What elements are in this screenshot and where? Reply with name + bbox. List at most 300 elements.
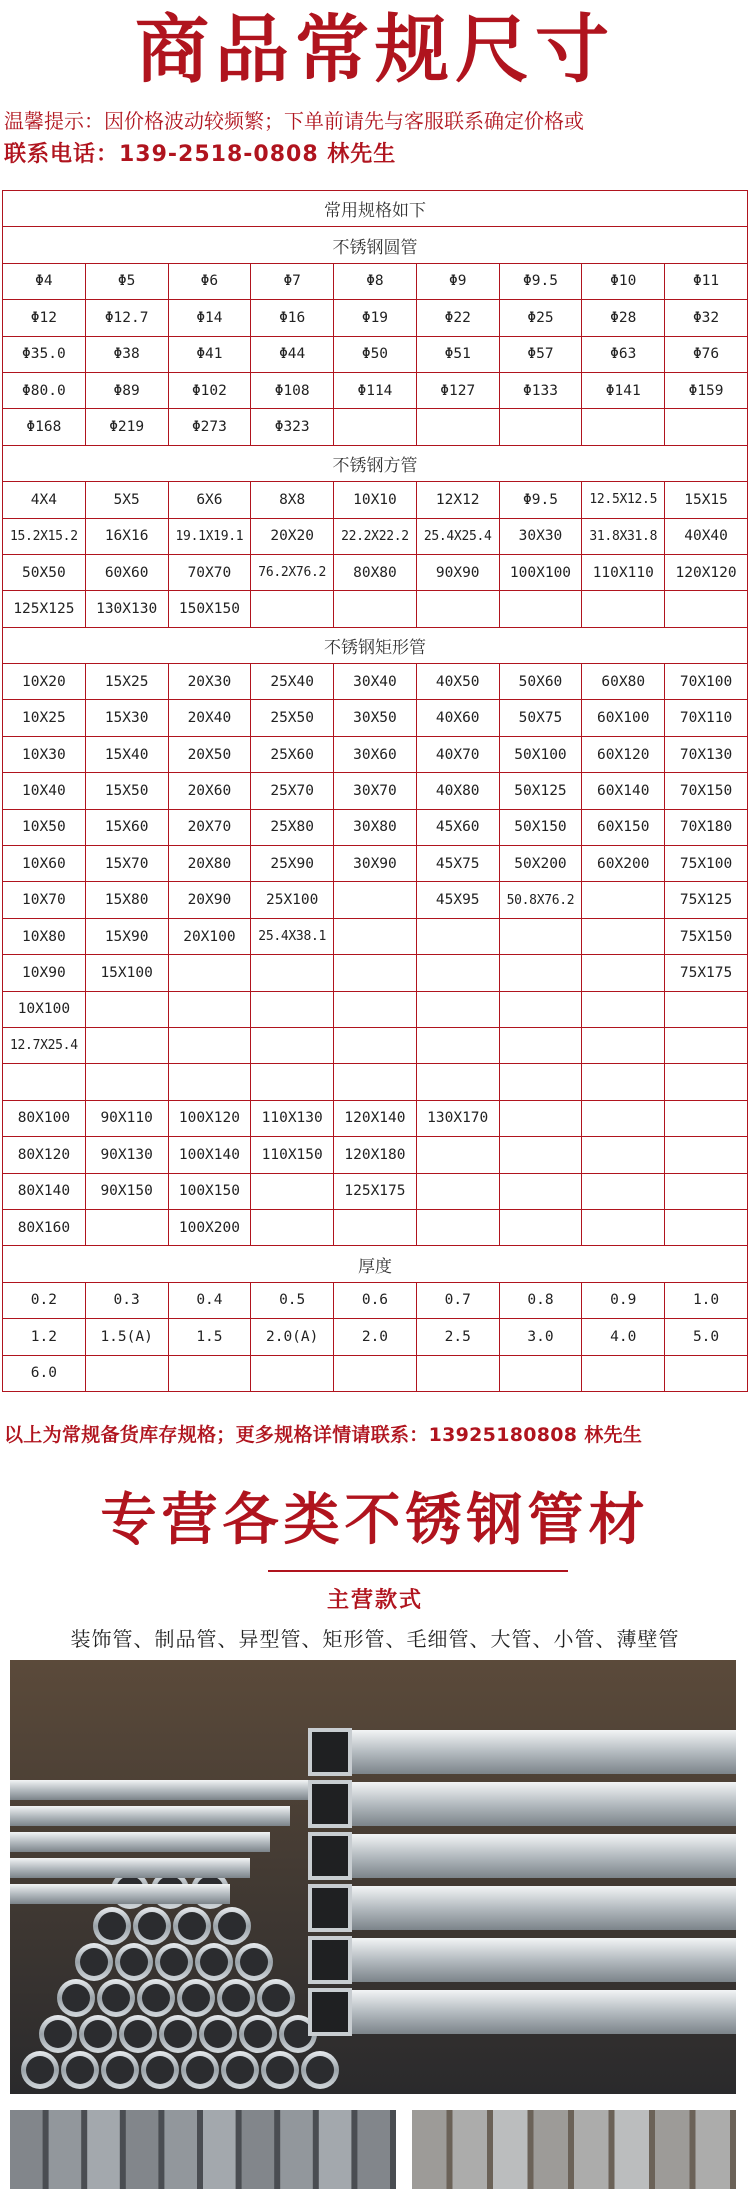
pipe-detail-bar (412, 2110, 447, 2189)
table-cell (665, 1137, 748, 1173)
table-cell (251, 1209, 334, 1245)
table-cell (582, 955, 665, 991)
table-row (3, 846, 748, 882)
table-cell: Φ127 (416, 372, 499, 408)
table-cell: 2.0 (334, 1319, 417, 1355)
table-cell: 40X40 (665, 518, 748, 554)
table-cell: Φ6 (168, 263, 251, 299)
table-cell (665, 409, 748, 445)
table-cell: 50.8X76.2 (499, 882, 582, 918)
table-row (3, 1137, 748, 1173)
table-cell (582, 1209, 665, 1245)
table-cell: 60X140 (582, 773, 665, 809)
square-pipe-end (310, 1990, 350, 2034)
table-main-header-row (3, 191, 748, 227)
table-cell: Φ89 (85, 372, 168, 408)
table-cell: Φ63 (582, 336, 665, 372)
table-cell: 10X90 (3, 955, 86, 991)
table-cell (168, 1027, 251, 1063)
table-cell: 50X125 (499, 773, 582, 809)
table-cell: 15X100 (85, 955, 168, 991)
table-cell: 1.5 (168, 1319, 251, 1355)
pipe-detail-bar (357, 2110, 390, 2189)
table-row (3, 409, 748, 445)
square-pipe-body (330, 1782, 736, 1826)
table-cell: 30X40 (334, 664, 417, 700)
table-cell (582, 409, 665, 445)
table-cell: 20X90 (168, 882, 251, 918)
table-cell (582, 591, 665, 627)
table-cell (582, 1355, 665, 1391)
table-cell (334, 409, 417, 445)
round-pipe-hole (142, 1984, 170, 2012)
table-cell (582, 1064, 665, 1100)
table-section-header-row (3, 1246, 748, 1282)
table-cell: 80X100 (3, 1100, 86, 1136)
round-pipe-hole (222, 1984, 250, 2012)
table-cell: 150X150 (168, 591, 251, 627)
table-cell: 120X140 (334, 1100, 417, 1136)
table-cell: 70X110 (665, 700, 748, 736)
table-cell (168, 1064, 251, 1100)
table-cell: 10X50 (3, 809, 86, 845)
table-cell: 15X25 (85, 664, 168, 700)
table-cell: 90X130 (85, 1137, 168, 1173)
table-row (3, 700, 748, 736)
table-cell (251, 1064, 334, 1100)
table-cell: 6X6 (168, 482, 251, 518)
table-cell (499, 1173, 582, 1209)
round-pipe-hole (200, 1948, 228, 1976)
table-cell: Φ38 (85, 336, 168, 372)
table-cell: 120X180 (334, 1137, 417, 1173)
table-cell: 25.4X25.4 (416, 518, 499, 554)
round-pipe-hole (98, 1912, 126, 1940)
table-cell: 90X150 (85, 1173, 168, 1209)
footer-note: 以上为常规备货库存规格；更多规格详情请联系：13925180808 林先生 (4, 1424, 643, 1446)
table-cell: 0.2 (3, 1282, 86, 1318)
table-row (3, 263, 748, 299)
table-cell (334, 1064, 417, 1100)
round-pipe-hole (80, 1948, 108, 1976)
table-cell: 130X130 (85, 591, 168, 627)
round-pipe-hole (62, 1984, 90, 2012)
table-cell (416, 991, 499, 1027)
round-pipe-hole (146, 2056, 174, 2084)
square-pipe-end (310, 1886, 350, 1930)
table-cell (499, 1027, 582, 1063)
product-section-title: 专营各类不锈钢管材 (100, 1488, 650, 1553)
round-pipe-hole (204, 2020, 232, 2048)
table-cell (416, 1173, 499, 1209)
table-cell: 5.0 (665, 1319, 748, 1355)
table-cell: 40X70 (416, 736, 499, 772)
table-cell: 110X130 (251, 1100, 334, 1136)
table-cell: 60X120 (582, 736, 665, 772)
round-pipe-hole (262, 1984, 290, 2012)
table-cell (499, 1209, 582, 1245)
table-cell: 15X40 (85, 736, 168, 772)
table-cell: 12.7X25.4 (3, 1027, 86, 1063)
table-cell: Φ168 (3, 409, 86, 445)
table-cell: 25X90 (251, 846, 334, 882)
table-cell: 20X100 (168, 918, 251, 954)
table-cell: 20X40 (168, 700, 251, 736)
table-cell: 50X200 (499, 846, 582, 882)
table-cell: 15X70 (85, 846, 168, 882)
table-cell: 50X100 (499, 736, 582, 772)
table-cell: 22.2X22.2 (334, 518, 417, 554)
table-cell (582, 1137, 665, 1173)
table-cell (499, 1064, 582, 1100)
table-row (3, 518, 748, 554)
table-cell (334, 1027, 417, 1063)
table-cell: 80X80 (334, 554, 417, 590)
table-section-header: 厚度 (3, 1246, 748, 1282)
round-pipe-hole (240, 1948, 268, 1976)
table-cell (582, 918, 665, 954)
table-cell: Φ219 (85, 409, 168, 445)
table-cell: Φ57 (499, 336, 582, 372)
table-cell: 15X60 (85, 809, 168, 845)
stacked-pipes-photo (10, 1660, 736, 2094)
round-pipe-hole (218, 1912, 246, 1940)
table-cell (85, 991, 168, 1027)
table-cell: 30X60 (334, 736, 417, 772)
table-cell: 25X50 (251, 700, 334, 736)
table-cell: 45X60 (416, 809, 499, 845)
main-products-heading: 主营款式 (326, 1588, 423, 1613)
table-cell: 20X50 (168, 736, 251, 772)
table-row (3, 372, 748, 408)
table-cell: 100X200 (168, 1209, 251, 1245)
pipe-detail-bar (87, 2110, 120, 2189)
table-cell: Φ9 (416, 263, 499, 299)
table-cell: 10X40 (3, 773, 86, 809)
square-pipe-body (330, 1834, 736, 1878)
square-pipe-body (330, 1730, 736, 1774)
table-cell: 100X100 (499, 554, 582, 590)
table-cell: 8X8 (251, 482, 334, 518)
table-cell (251, 1355, 334, 1391)
table-cell: 76.2X76.2 (251, 554, 334, 590)
table-cell (499, 1137, 582, 1173)
table-section-header: 常用规格如下 (3, 191, 748, 227)
pipe-detail-bar (10, 2110, 43, 2189)
table-cell: 2.5 (416, 1319, 499, 1355)
pipe-detail-bar (280, 2110, 313, 2189)
table-cell: 90X90 (416, 554, 499, 590)
table-cell (499, 1355, 582, 1391)
table-cell: Φ8 (334, 263, 417, 299)
square-pipe-body (330, 1938, 736, 1982)
table-cell (416, 955, 499, 991)
table-cell: Φ5 (85, 263, 168, 299)
main-products-list: 装饰管、制品管、异型管、矩形管、毛细管、大管、小管、薄壁管 (70, 1627, 680, 1651)
table-cell: 19.1X19.1 (168, 518, 251, 554)
table-cell (251, 1173, 334, 1209)
table-cell: 12.5X12.5 (582, 482, 665, 518)
pipe-detail-bar (242, 2110, 275, 2189)
table-cell (416, 918, 499, 954)
pipe-detail-bar (493, 2110, 528, 2189)
table-cell (582, 882, 665, 918)
table-cell (334, 882, 417, 918)
square-pipe-end (310, 1938, 350, 1982)
table-cell: 4.0 (582, 1319, 665, 1355)
round-pipe-hole (124, 2020, 152, 2048)
pipe-detail-bar (126, 2110, 159, 2189)
table-cell: 75X150 (665, 918, 748, 954)
table-row (3, 300, 748, 336)
pipe-detail-bar (615, 2110, 650, 2189)
round-pipe-body (10, 1858, 250, 1878)
table-cell: 40X50 (416, 664, 499, 700)
table-cell (168, 991, 251, 1027)
table-cell (582, 1173, 665, 1209)
table-cell: 50X75 (499, 700, 582, 736)
table-cell: 5X5 (85, 482, 168, 518)
pipe-detail-bar (164, 2110, 197, 2189)
table-cell: Φ50 (334, 336, 417, 372)
table-section-header: 不锈钢方管 (3, 445, 748, 481)
table-cell (499, 918, 582, 954)
round-pipe-hole (284, 2020, 312, 2048)
table-row (3, 1027, 748, 1063)
table-cell: 45X95 (416, 882, 499, 918)
table-row (3, 1282, 748, 1318)
table-cell: 20X60 (168, 773, 251, 809)
table-cell (334, 1209, 417, 1245)
table-cell: 1.2 (3, 1319, 86, 1355)
table-cell: Φ80.0 (3, 372, 86, 408)
table-cell: 30X90 (334, 846, 417, 882)
table-section-header-row (3, 227, 748, 263)
table-row (3, 591, 748, 627)
table-cell: 6.0 (3, 1355, 86, 1391)
table-cell: 0.4 (168, 1282, 251, 1318)
table-row (3, 1355, 748, 1391)
table-cell: 125X175 (334, 1173, 417, 1209)
table-cell: 20X70 (168, 809, 251, 845)
table-section-header-row (3, 445, 748, 481)
table-cell: 25.4X38.1 (251, 918, 334, 954)
table-cell (665, 591, 748, 627)
table-cell: 75X175 (665, 955, 748, 991)
pipe-detail-bar (319, 2110, 352, 2189)
table-cell: 3.0 (499, 1319, 582, 1355)
table-cell: Φ19 (334, 300, 417, 336)
table-cell (3, 1064, 86, 1100)
square-pipe-end (310, 1834, 350, 1878)
table-cell: 0.3 (85, 1282, 168, 1318)
table-cell: 80X120 (3, 1137, 86, 1173)
table-cell: 110X110 (582, 554, 665, 590)
table-row (3, 773, 748, 809)
table-cell (499, 409, 582, 445)
table-cell: 15X30 (85, 700, 168, 736)
round-pipe-hole (182, 1984, 210, 2012)
round-pipe-hole (186, 2056, 214, 2084)
table-cell: 30X30 (499, 518, 582, 554)
table-cell: 70X70 (168, 554, 251, 590)
table-cell (251, 991, 334, 1027)
round-pipe-hole (102, 1984, 130, 2012)
table-cell: 50X50 (3, 554, 86, 590)
table-cell: 25X40 (251, 664, 334, 700)
table-cell: Φ9.5 (499, 482, 582, 518)
round-pipe-hole (26, 2056, 54, 2084)
contact-phone: 联系电话：139-2518-0808 林先生 (4, 142, 397, 167)
table-cell: 60X80 (582, 664, 665, 700)
table-cell: 100X150 (168, 1173, 251, 1209)
pipe-detail-bar (534, 2110, 569, 2189)
table-cell: 10X60 (3, 846, 86, 882)
table-cell: 20X20 (251, 518, 334, 554)
table-cell: 75X100 (665, 846, 748, 882)
table-cell (416, 591, 499, 627)
table-cell: 15X90 (85, 918, 168, 954)
table-cell: Φ114 (334, 372, 417, 408)
table-cell (582, 1100, 665, 1136)
pipe-detail-bar (203, 2110, 236, 2189)
table-cell: 0.5 (251, 1282, 334, 1318)
table-cell: 60X100 (582, 700, 665, 736)
round-pipe-hole (138, 1912, 166, 1940)
round-pipe-body (10, 1806, 290, 1826)
table-row (3, 809, 748, 845)
table-cell (85, 1209, 168, 1245)
square-pipe-end (310, 1730, 350, 1774)
section-divider (268, 1570, 568, 1572)
square-pipe-body (330, 1886, 736, 1930)
table-row (3, 918, 748, 954)
round-pipe-hole (66, 2056, 94, 2084)
table-cell: 80X140 (3, 1173, 86, 1209)
square-pipe-end (310, 1782, 350, 1826)
table-cell: 0.9 (582, 1282, 665, 1318)
table-cell: Φ108 (251, 372, 334, 408)
table-cell (416, 1064, 499, 1100)
table-cell: 30X80 (334, 809, 417, 845)
table-cell: 70X180 (665, 809, 748, 845)
table-cell: Φ323 (251, 409, 334, 445)
table-row (3, 336, 748, 372)
table-cell: 16X16 (85, 518, 168, 554)
pipe-detail-bar (574, 2110, 609, 2189)
table-cell: 100X140 (168, 1137, 251, 1173)
table-cell (499, 591, 582, 627)
round-pipe-hole (306, 2056, 334, 2084)
table-cell: 15X80 (85, 882, 168, 918)
page-title: 商品常规尺寸 (135, 7, 615, 93)
table-cell: 12X12 (416, 482, 499, 518)
table-cell: 75X125 (665, 882, 748, 918)
table-cell (582, 991, 665, 1027)
table-cell: 1.5(A) (85, 1319, 168, 1355)
round-pipe-body (10, 1884, 230, 1904)
square-pipe-body (330, 1990, 736, 2034)
round-pipe-body (10, 1780, 310, 1800)
table-cell: 10X100 (3, 991, 86, 1027)
table-cell: 60X150 (582, 809, 665, 845)
table-cell (251, 1027, 334, 1063)
table-cell: 40X60 (416, 700, 499, 736)
table-cell: 10X70 (3, 882, 86, 918)
table-cell (499, 1100, 582, 1136)
round-pipe-hole (244, 2020, 272, 2048)
spec-table (2, 190, 748, 1392)
table-cell: Φ4 (3, 263, 86, 299)
table-cell: Φ35.0 (3, 336, 86, 372)
table-cell: Φ44 (251, 336, 334, 372)
table-cell: Φ133 (499, 372, 582, 408)
table-cell: 10X30 (3, 736, 86, 772)
table-cell: Φ12.7 (85, 300, 168, 336)
table-cell: 25X70 (251, 773, 334, 809)
pipes-detail-photo-left (10, 2110, 396, 2189)
pipe-detail-bar (453, 2110, 488, 2189)
table-cell (665, 1027, 748, 1063)
table-cell (334, 1355, 417, 1391)
table-cell: 45X75 (416, 846, 499, 882)
table-cell: 15X50 (85, 773, 168, 809)
table-cell: Φ12 (3, 300, 86, 336)
table-cell (168, 955, 251, 991)
table-row (3, 482, 748, 518)
table-cell (334, 991, 417, 1027)
table-cell: 0.7 (416, 1282, 499, 1318)
table-cell: 20X30 (168, 664, 251, 700)
table-row (3, 1064, 748, 1100)
table-cell (416, 1355, 499, 1391)
table-cell: Φ7 (251, 263, 334, 299)
round-pipe-hole (106, 2056, 134, 2084)
pipe-detail-bar (655, 2110, 690, 2189)
round-pipe-hole (120, 1948, 148, 1976)
table-cell: 60X200 (582, 846, 665, 882)
table-cell: 130X170 (416, 1100, 499, 1136)
table-cell: 50X150 (499, 809, 582, 845)
table-cell: 0.8 (499, 1282, 582, 1318)
round-pipe-hole (226, 2056, 254, 2084)
table-cell: Φ41 (168, 336, 251, 372)
table-cell: 70X130 (665, 736, 748, 772)
table-cell: 10X10 (334, 482, 417, 518)
table-cell (665, 1355, 748, 1391)
round-pipe-hole (160, 1948, 188, 1976)
round-pipe-hole (164, 2020, 192, 2048)
table-cell (85, 1064, 168, 1100)
table-cell (85, 1355, 168, 1391)
table-cell: 15.2X15.2 (3, 518, 86, 554)
table-cell: 30X50 (334, 700, 417, 736)
table-cell (665, 991, 748, 1027)
table-cell (85, 1027, 168, 1063)
table-cell: Φ51 (416, 336, 499, 372)
table-cell (251, 955, 334, 991)
table-cell: 15X15 (665, 482, 748, 518)
table-cell: 70X150 (665, 773, 748, 809)
table-cell: 25X100 (251, 882, 334, 918)
table-row (3, 1173, 748, 1209)
table-cell (416, 1027, 499, 1063)
table-section-header-row (3, 627, 748, 663)
pipe-detail-bar (696, 2110, 731, 2189)
table-cell (665, 1064, 748, 1100)
price-notice: 温馨提示：因价格波动较频繁；下单前请先与客服联系确定价格或 (4, 109, 584, 133)
table-cell: Φ159 (665, 372, 748, 408)
